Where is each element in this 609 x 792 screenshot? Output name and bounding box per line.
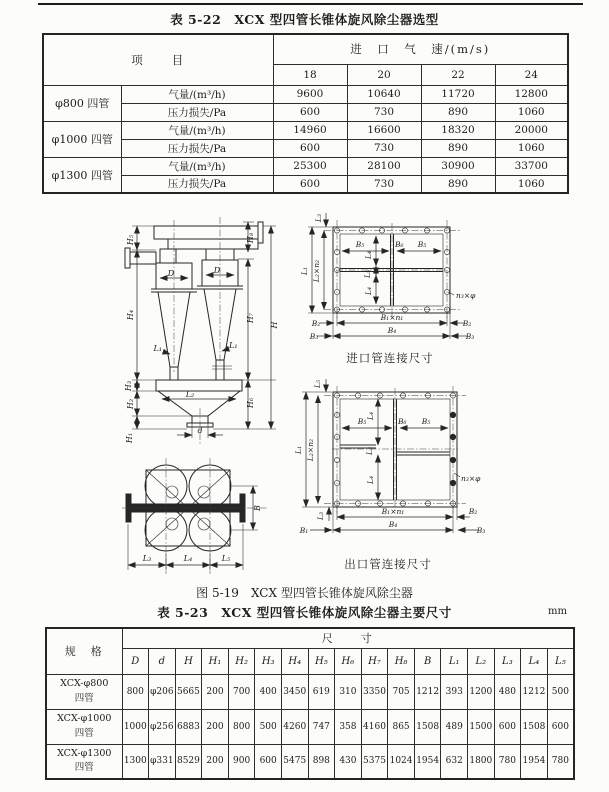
- dim-label-l5-mid: L₅: [363, 270, 372, 278]
- table-cell: 730: [347, 103, 421, 121]
- table-cell: 600: [547, 709, 574, 744]
- table-row: [43, 121, 568, 139]
- column-header: D: [122, 648, 149, 674]
- column-header: d: [149, 648, 176, 674]
- row-label: 气量/(m³/h): [121, 121, 273, 139]
- dim-label-l5-top: L₅: [313, 380, 322, 388]
- row-label: 压力损失/Pa: [121, 175, 273, 193]
- table-cell: 480: [494, 674, 521, 709]
- table-cell: 20000: [495, 121, 568, 139]
- table-cell: 600: [273, 175, 347, 193]
- table-cell: 8529: [175, 744, 202, 779]
- table-row: [43, 157, 568, 175]
- table-cell: 500: [547, 674, 574, 709]
- table-cell: 600: [255, 744, 282, 779]
- dim-label-l1: L₁: [300, 267, 309, 275]
- table-cell: 800: [122, 674, 149, 709]
- table-cell: 747: [308, 709, 335, 744]
- table-cell: 393: [441, 674, 468, 709]
- dim-label-b5-right: B₅: [421, 417, 431, 426]
- table-cell: 10640: [347, 85, 421, 103]
- table-cell: 1954: [414, 744, 441, 779]
- dim-label-h4: H₄: [126, 309, 135, 321]
- t23-header-group: 尺 寸: [122, 628, 574, 648]
- dim-label-d-left: D: [167, 269, 175, 278]
- column-header: 18: [273, 64, 347, 85]
- t22-header-group: 进 口 气 速/(m/s): [273, 34, 568, 64]
- table-cell: 3350: [361, 674, 388, 709]
- front-view-dimensions: [124, 222, 279, 444]
- table-cell: 11720: [421, 85, 495, 103]
- row-label: 压力损失/Pa: [121, 103, 273, 121]
- table-cell: 1060: [495, 139, 568, 157]
- table-cell: 9600: [273, 85, 347, 103]
- table-cell: 730: [347, 175, 421, 193]
- table-cell: 3450: [281, 674, 308, 709]
- table-cell: 25300: [273, 157, 347, 175]
- row-spec: φ1300 四管: [43, 157, 121, 193]
- dim-label-l4-top: L₄: [366, 412, 375, 420]
- table-cell: φ331: [149, 744, 176, 779]
- column-header: H₁: [202, 648, 229, 674]
- row-spec: [46, 709, 122, 744]
- column-header: H: [175, 648, 202, 674]
- dim-label-h3: H₃: [124, 380, 133, 392]
- outlet-flange-drawing: [288, 368, 488, 554]
- t23-header-spec: 规 格: [46, 628, 122, 674]
- table-row: [43, 139, 568, 157]
- dim-label-l2: L₂: [185, 390, 195, 399]
- figure-caption: 图 5-19 XCX 型四管长锥体旋风除尘器: [196, 586, 413, 600]
- table-row: [43, 175, 568, 193]
- unit-label: mm: [548, 606, 567, 617]
- dim-label-l2n2: L₂×n₂: [306, 438, 315, 462]
- table-cell: 1800: [468, 744, 495, 779]
- dim-label-n3phi: n₃×φ: [456, 291, 476, 300]
- dim-label-b3-right: B₃: [465, 332, 475, 341]
- spec-model: XCX-φ1000: [57, 713, 112, 725]
- table-cell: 200: [202, 709, 229, 744]
- row-label: 气量/(m³/h): [121, 85, 273, 103]
- column-header: L₄: [521, 648, 548, 674]
- table-cell: 1024: [388, 744, 415, 779]
- column-header: H₇: [361, 648, 388, 674]
- table-cell: 28100: [347, 157, 421, 175]
- table-cell: 1060: [495, 103, 568, 121]
- table-cell: 1212: [521, 674, 548, 709]
- table-cell: 1212: [414, 674, 441, 709]
- dim-label-b2-right: B₂: [468, 507, 478, 516]
- dim-label-l3: L₃: [314, 214, 323, 222]
- table-5-22: [42, 33, 569, 194]
- table23-title: 表 5-23 XCX 型四管长锥体旋风除尘器主要尺寸: [157, 605, 452, 620]
- table-5-23: [45, 627, 575, 780]
- column-header: 22: [421, 64, 495, 85]
- dim-label-b2-left: B₂: [311, 319, 321, 328]
- table-row: [43, 85, 568, 103]
- dim-label-b4: B₄: [388, 520, 398, 529]
- column-header: B: [414, 648, 441, 674]
- table-row: [46, 709, 574, 744]
- dim-label-b1n1: B₁×n₁: [381, 507, 405, 516]
- dim-label-b6: B₆: [398, 417, 407, 426]
- table-cell: 600: [273, 103, 347, 121]
- table-cell: 4260: [281, 709, 308, 744]
- dim-label-b2-right: B₂: [462, 319, 472, 328]
- table-cell: 16600: [347, 121, 421, 139]
- table-cell: 18320: [421, 121, 495, 139]
- dim-label-h8: H₈: [246, 232, 255, 244]
- dim-label-l1-right: L₁: [229, 341, 238, 350]
- dim-label-b1-left: B₁: [299, 526, 309, 535]
- dim-label-h6: H₆: [246, 397, 255, 409]
- dim-label-b3-right: B₃: [476, 526, 486, 535]
- table-cell: 4160: [361, 709, 388, 744]
- dim-label-l5: L₅: [221, 554, 231, 563]
- table-cell: 33700: [495, 157, 568, 175]
- column-header: 20: [347, 64, 421, 85]
- inlet-flange-outline: [324, 220, 460, 320]
- dim-label-l4-top: L₄: [364, 251, 373, 259]
- row-spec: [46, 744, 122, 779]
- table-cell: 865: [388, 709, 415, 744]
- spec-type: 四管: [74, 762, 94, 774]
- table-cell: 1508: [414, 709, 441, 744]
- front-view-drawing: [120, 202, 298, 450]
- column-header: L₃: [494, 648, 521, 674]
- table-cell: 6883: [175, 709, 202, 744]
- table-cell: 890: [421, 175, 495, 193]
- row-spec: φ1000 四管: [43, 121, 121, 157]
- table-cell: 1000: [122, 709, 149, 744]
- spec-model: XCX-φ1300: [57, 748, 112, 759]
- table-cell: 890: [421, 139, 495, 157]
- table-header-row: [43, 34, 568, 64]
- table-row: [43, 103, 568, 121]
- table-cell: 14960: [273, 121, 347, 139]
- table-cell: 890: [421, 103, 495, 121]
- table-cell: 1954: [521, 744, 548, 779]
- table-cell: 632: [441, 744, 468, 779]
- dim-label-b4: B₄: [387, 326, 397, 335]
- table-cell: 730: [347, 139, 421, 157]
- table-cell: 780: [494, 744, 521, 779]
- column-header: H₃: [255, 648, 282, 674]
- spec-type: 四管: [74, 692, 94, 704]
- dim-label-h5: H₅: [126, 234, 135, 246]
- dim-label-d-right: D: [213, 266, 221, 275]
- dim-label-d-small: d: [197, 426, 203, 435]
- dim-label-b5-left: B₅: [357, 417, 367, 426]
- dim-label-b1n1: B₁×n₁: [380, 313, 404, 322]
- table-cell: 780: [547, 744, 574, 779]
- table-cell: 600: [273, 139, 347, 157]
- dim-label-b6: B₆: [395, 240, 404, 249]
- row-label: 压力损失/Pa: [121, 139, 273, 157]
- table-cell: 12800: [495, 85, 568, 103]
- row-label: 气量/(m³/h): [121, 157, 273, 175]
- table-cell: 700: [228, 674, 255, 709]
- spec-type: 四管: [74, 727, 94, 739]
- table-cell: 500: [255, 709, 282, 744]
- dim-label-h7: H₇: [246, 312, 255, 324]
- dim-label-l5-mid: L₅: [365, 447, 374, 455]
- outlet-caption: 出口管连接尺寸: [344, 557, 432, 571]
- column-header: H₆: [335, 648, 362, 674]
- table-cell: 900: [228, 744, 255, 779]
- column-header: L₂: [468, 648, 495, 674]
- table-cell: 619: [308, 674, 335, 709]
- dim-label-l3-bottom: L₃: [316, 512, 325, 520]
- table-row: [46, 744, 574, 779]
- dim-label-l3: L₃: [142, 554, 152, 563]
- table-cell: 1500: [468, 709, 495, 744]
- table-cell: φ256: [149, 709, 176, 744]
- dim-label-l4-bottom: L₄: [366, 476, 375, 484]
- table-cell: 200: [202, 744, 229, 779]
- table-cell: 5375: [361, 744, 388, 779]
- dim-label-b: B: [253, 505, 262, 511]
- table-cell: 358: [335, 709, 362, 744]
- page-top-rule: [38, 3, 583, 5]
- table-row: [46, 674, 574, 709]
- spec-model: XCX-φ800: [60, 678, 109, 690]
- table-cell: 5475: [281, 744, 308, 779]
- cyclone-body-outline: [125, 217, 263, 444]
- column-header: H₂: [228, 648, 255, 674]
- dim-label-b5-right: B₅: [417, 240, 427, 249]
- table-header-row: [46, 648, 574, 674]
- table-cell: 310: [335, 674, 362, 709]
- dim-label-b3-left: B₃: [309, 332, 319, 341]
- table22-title: 表 5-22 XCX 型四管长锥体旋风除尘器选型: [170, 12, 439, 27]
- table-cell: 489: [441, 709, 468, 744]
- table-cell: 705: [388, 674, 415, 709]
- column-header: H₈: [388, 648, 415, 674]
- table-cell: 30900: [421, 157, 495, 175]
- column-header: H₅: [308, 648, 335, 674]
- table-cell: 1508: [521, 709, 548, 744]
- dim-label-h2: H₂: [126, 398, 135, 410]
- plan-view-drawing: [122, 450, 272, 580]
- table-cell: 898: [308, 744, 335, 779]
- table-cell: 5665: [175, 674, 202, 709]
- table-cell: 430: [335, 744, 362, 779]
- t22-header-item: 项 目: [43, 34, 273, 85]
- dim-label-l2n2: L₂×n₂: [312, 259, 321, 283]
- table-header-row: [46, 628, 574, 648]
- table-cell: 1060: [495, 175, 568, 193]
- dim-label-h1: H₁: [125, 432, 134, 444]
- table-cell: 400: [255, 674, 282, 709]
- dim-label-n3phi: n₃×φ: [461, 474, 481, 483]
- outlet-flange-outline: [324, 386, 466, 513]
- column-header: L₅: [547, 648, 574, 674]
- column-header: 24: [495, 64, 568, 85]
- inlet-caption: 进口管连接尺寸: [346, 351, 434, 365]
- row-spec: φ800 四管: [43, 85, 121, 121]
- column-header: L₁: [441, 648, 468, 674]
- dim-label-l4-bottom: L₄: [364, 287, 373, 295]
- dim-label-l4: L₄: [183, 554, 193, 563]
- row-spec: [46, 674, 122, 709]
- table-cell: φ206: [149, 674, 176, 709]
- dim-label-h: H: [270, 321, 279, 329]
- dim-label-l1: L₁: [294, 446, 303, 454]
- table-cell: 1200: [468, 674, 495, 709]
- column-header: H₄: [281, 648, 308, 674]
- dim-label-b5-left: B₅: [355, 240, 365, 249]
- table-cell: 200: [202, 674, 229, 709]
- dim-label-l1-left: L₁: [153, 344, 162, 353]
- table-cell: 600: [494, 709, 521, 744]
- table-cell: 800: [228, 709, 255, 744]
- inlet-flange-drawing: [296, 199, 484, 351]
- table-cell: 1300: [122, 744, 149, 779]
